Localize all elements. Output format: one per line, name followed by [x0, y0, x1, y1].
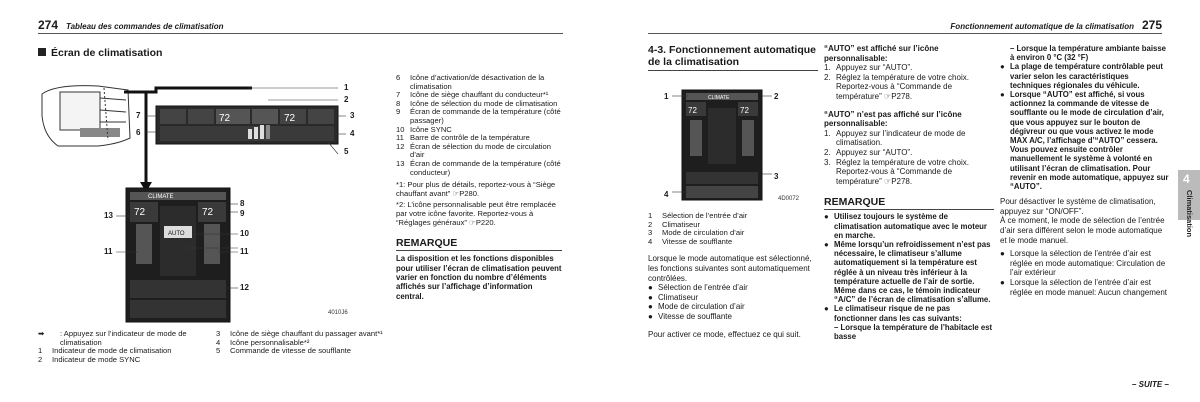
right-page [600, 0, 1200, 402]
legend-item: 10 Icône SYNC [396, 124, 452, 134]
legend-item: 8 Icône de sélection du mode de climatisation [396, 98, 558, 108]
bullet-icon: ● [648, 292, 653, 302]
bullet-icon: ● [648, 302, 653, 312]
remarque-sub-1: – Lorsque la température de l’habitacle est basse [834, 322, 993, 341]
climate-top-panel [156, 106, 338, 144]
right-fig-legend [648, 212, 818, 339]
right-callout-1: 1 [664, 92, 669, 101]
square-bullet-icon [38, 48, 46, 56]
left-header-title: Tableau des commandes de climatisation [66, 22, 224, 31]
legend-item: 5 Commande de vitesse de soufflante [216, 346, 352, 356]
right-climate-figure [648, 88, 818, 208]
right-remarque-title: REMARQUE [824, 196, 994, 210]
callout-4: 4 [350, 129, 355, 138]
auto-not-shown-title: “AUTO” n’est pas affiché sur l’icône personnalisable: [824, 109, 962, 129]
callout-2: 2 [344, 95, 349, 104]
left-section-title: Écran de climatisation [38, 47, 162, 59]
left-legend-bottom-col2 [216, 330, 386, 356]
col3-moment: À ce moment, le mode de sélection de l’entrée d’air sera différent selon le mode automatique et le mode manuel. [1000, 216, 1165, 245]
right-col2 [824, 44, 994, 341]
right-callout-3: 3 [774, 172, 779, 181]
callout-11b: 11 [240, 247, 249, 256]
left-remarque-text: La disposition et les fonctions disponibles pour utiliser l’écran de climatisation peuvent varier en fonction du nombre d’éléments affichés sur l’affichage d’information central. [396, 254, 562, 301]
right-page-header [648, 18, 1162, 34]
left-figure-code: 4010J6 [328, 310, 348, 316]
left-page-header [38, 18, 563, 34]
col1-bullet: ● Sélection de l’entrée d’air [648, 283, 748, 293]
legend-item: ➡ : Appuyez sur l’indicateur de mode de climatisation [38, 329, 187, 347]
col1-bullet: ● Mode de circulation d’air [648, 302, 745, 312]
remarque-bullet: ● Même lorsqu’un refroidissement n’est pas nécessaire, le climatiseur s’allume automatiquement si la température est réglée à un niveau très inférieur à la température actuelle de l’air de sortie. Même dans ce cas, le témoin indicateur “A/C” de l’écran de climatisation s’allume. [824, 239, 991, 305]
main-temp-left: 72 [134, 207, 146, 218]
callout-8: 8 [240, 199, 245, 208]
callout-10: 10 [240, 229, 249, 238]
right-screen-title: CLIMATE [708, 95, 730, 101]
suite-label: – SUITE – [1132, 380, 1169, 389]
callout-5: 5 [344, 147, 349, 156]
callout-13: 13 [104, 211, 113, 220]
bullet-icon: ● [1000, 278, 1005, 287]
right-col1 [648, 44, 818, 71]
legend-item: 2 Indicateur de mode SYNC [38, 354, 141, 364]
left-legend-top [396, 74, 562, 301]
right-temp-right: 72 [740, 106, 749, 115]
bullet-icon: ● [1000, 90, 1005, 100]
bullet-icon: ● [1000, 249, 1005, 259]
callout-12: 12 [240, 283, 249, 292]
legend-item: 7 Icône de siège chauffant du conducteur*¹ [396, 90, 549, 100]
callout-3: 3 [350, 111, 355, 120]
col3-bullet: ● Lorsque la sélection de l’entrée d’air est réglée en mode manuel: Aucun changement [1000, 278, 1167, 297]
step: 3. Réglez la température de votre choix. Reportez-vous à “Commande de température” ☞P278. [824, 157, 969, 186]
right-page-number: 275 [1141, 18, 1162, 32]
legend-item: 4 Vitesse de soufflante [648, 236, 733, 246]
right-callout-2: 2 [774, 92, 779, 101]
main-auto-label: AUTO [168, 231, 185, 237]
auto-shown-title: “AUTO” est affiché sur l’icône personnalisable: [824, 44, 939, 63]
callout-1: 1 [344, 83, 349, 92]
legend-item: 13 Écran de commande de la température (côté conducteur) [396, 158, 561, 177]
left-legend-bottom-col1 [38, 330, 213, 364]
legend-item: 2 Climatiseur [648, 219, 700, 229]
main-screen-title: CLIMATE [148, 194, 174, 200]
legend-item: 3 Icône de siège chauffant du passager avant*¹ [216, 329, 383, 338]
right-col3 [1000, 44, 1170, 297]
bullet-icon: ● [1000, 62, 1005, 72]
remarque-bullet: ● Utilisez toujours le système de climatisation automatique avec le moteur en marche. [824, 212, 987, 240]
callout-6: 6 [136, 128, 141, 137]
col3-bullet: ● Lorsque la sélection de l’entrée d’air est réglée en mode automatique: Circulation de l’air extérieur [1000, 249, 1166, 278]
right-figure-code: 4D0072 [778, 196, 800, 202]
dashboard-sketch [42, 86, 130, 146]
bullet-icon: ● [824, 212, 829, 222]
bullet-icon: ● [824, 239, 829, 249]
col3-deactivate: Pour désactiver le système de climatisation, appuyez sur “ON/OFF”. [1000, 197, 1156, 216]
footnote-1: *1: Pour plus de détails, reportez-vous à “Siège chauffant avant” ☞P280. [396, 180, 556, 199]
col1-intro: Lorsque le mode automatique est sélectionné, les fonctions suivantes sont automatiquement contrôlées. [648, 254, 812, 283]
climate-screen-figure [38, 76, 378, 326]
step: 2. Réglez la température de votre choix. Reportez-vous à “Commande de température” ☞P278. [824, 72, 969, 101]
callout-9: 9 [240, 209, 245, 218]
legend-item: 3 Mode de circulation d’air [648, 228, 745, 238]
top-temp-left: 72 [219, 113, 231, 124]
remarque-sub-2: – Lorsque la température ambiante baisse à environ 0 °C (32 °F) [1010, 44, 1166, 63]
left-remarque-title: REMARQUE [396, 237, 562, 251]
chapter-number: 4 [1183, 172, 1190, 186]
step: 1. Appuyez sur “AUTO”. [824, 63, 913, 73]
callout-11a: 11 [104, 247, 113, 256]
step: 2. Appuyez sur “AUTO”. [824, 147, 913, 157]
arrow-icon: ➡ [38, 329, 45, 338]
col1-bullet: ● Vitesse de soufflante [648, 311, 732, 321]
col3-bold-bullet: ● Lorsque “AUTO” est affiché, si vous actionnez la commande de vitesse de soufflante ou le mode de circulation d’air, que vous appuyez sur le bouton de dégivreur ou que vous activez le mode MAX A/C, l’affichage d’“AUTO” cessera. Vous pouvez ensuite contrôler manuellement le système à volonté en utilisant l’écran de climatisation. Pour revenir en mode automatique, appuyez sur “AUTO”. [1000, 90, 1169, 192]
col1-bullet: ● Climatiseur [648, 292, 699, 302]
col3-bold-bullet: ● La plage de température contrôlable peut varier selon les caractéristiques techniques régionales du véhicule. [1000, 62, 1163, 90]
legend-item: 1 Indicateur de mode de climatisation [38, 346, 172, 356]
legend-item: 12 Écran de sélection du mode de circulation d’air [396, 141, 551, 160]
legend-item: 6 Icône d’activation/de désactivation de la climatisation [396, 73, 545, 91]
legend-item: 4 Icône personnalisable*² [216, 337, 310, 347]
legend-item: 11 Barre de contrôle de la température [396, 133, 530, 143]
legend-item: 1 Sélection de l’entrée d’air [648, 211, 748, 220]
callout-7: 7 [136, 111, 141, 120]
remarque-bullet: ● Le climatiseur risque de ne pas fonctionner dans les cas suivants: [824, 304, 962, 323]
step: 1. Appuyez sur l’indicateur de mode de climatisation. [824, 128, 966, 148]
bullet-icon: ● [824, 304, 829, 314]
right-callout-4: 4 [664, 190, 669, 199]
main-temp-right: 72 [202, 207, 214, 218]
left-page-number: 274 [38, 18, 59, 32]
col1-activate: Pour activer ce mode, effectuez ce qui suit. [648, 329, 801, 339]
bullet-icon: ● [648, 311, 653, 321]
footnote-2: *2: L’icône personnalisable peut être remplacée par votre icône favorite. Reportez-vous à “Réglages généraux” ☞P220. [396, 200, 556, 228]
right-header-title: Fonctionnement automatique de la climatisation [950, 22, 1134, 31]
legend-item: 9 Écran de commande de la température (côté passager) [396, 107, 561, 125]
chapter-label: Climatisation [1185, 190, 1194, 238]
right-temp-left: 72 [688, 106, 697, 115]
right-section-title: 4-3. Fonctionnement automatique de la climatisation [648, 44, 818, 71]
bullet-icon: ● [648, 283, 653, 293]
top-temp-right: 72 [284, 113, 296, 124]
